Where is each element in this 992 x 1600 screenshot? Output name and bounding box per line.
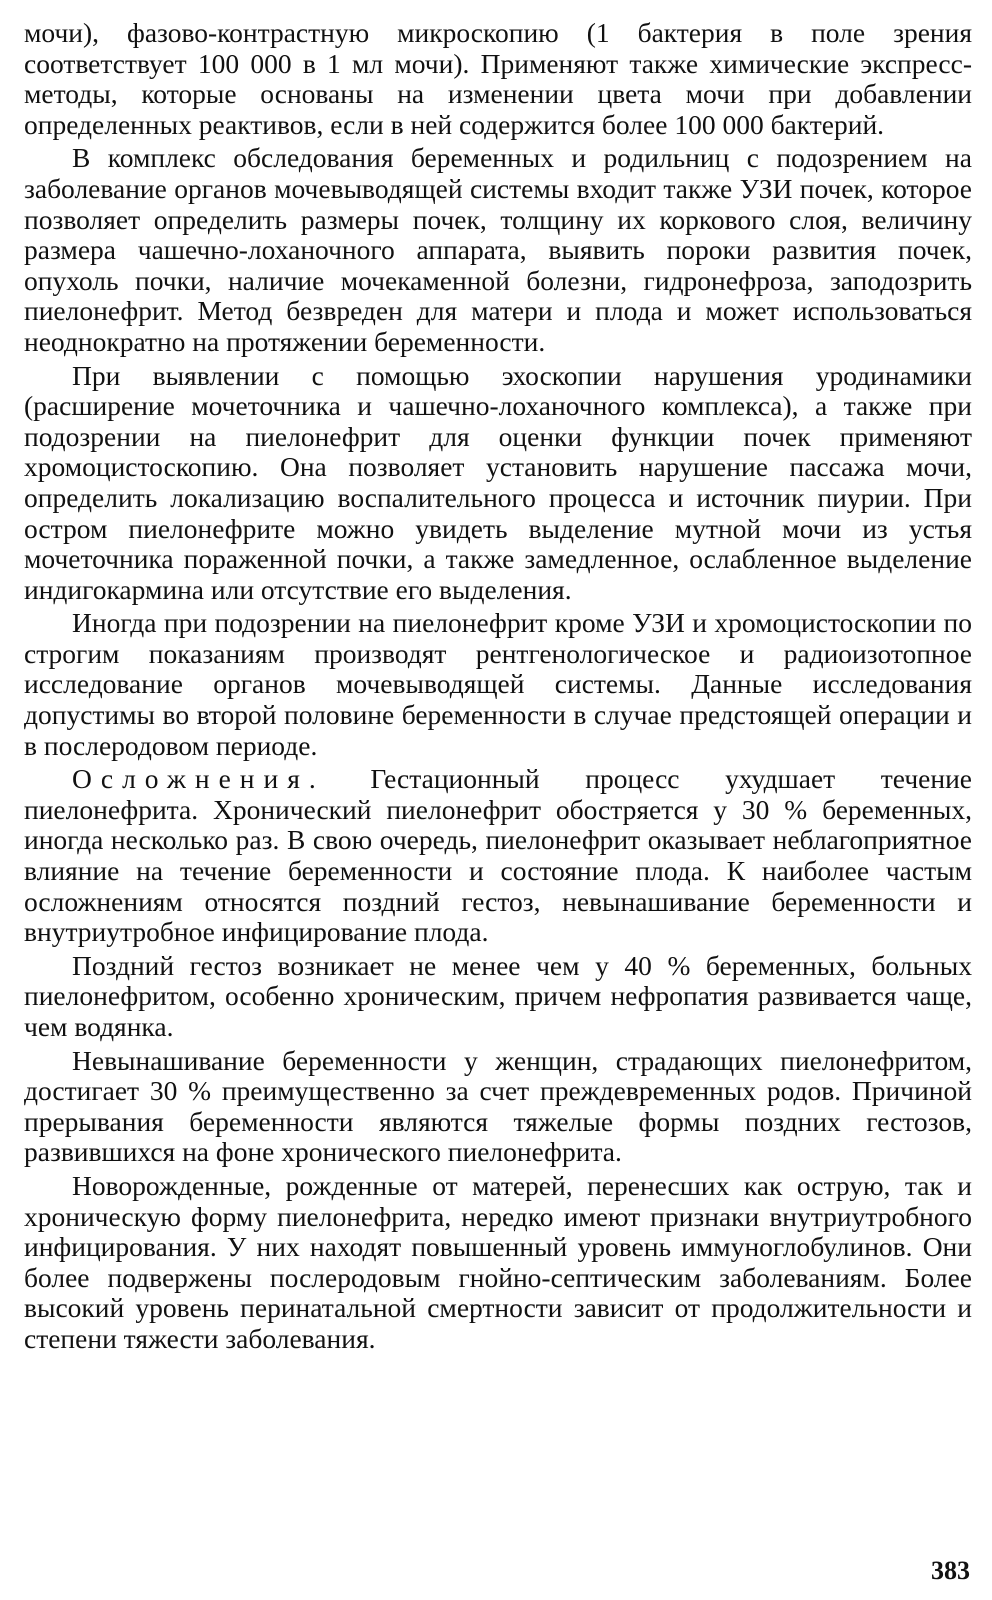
section-heading: Осложнения. [72, 763, 325, 795]
paragraph-2: В комплекс обследования беременных и родильниц с подозрением на заболевание органов мочевыводящей системы входит также УЗИ почек, которое позволяет определить размеры почек, толщину их коркового слоя, величину размера чашечно-лоханочного аппарата, выявить пороки развития почек, опухоль почки, наличие мочекаменной болезни, гидронефроза, заподозрить пиелонефрит. Метод безвреден для матери и плода и может использоваться неоднократно на протяжении беременности. [24, 142, 972, 357]
paragraph-1: мочи), фазово-контрастную микроскопию (1 бактерия в поле зрения соответствует 100 000 в 1 мл мочи). Применяют также химические экспресс-методы, которые основаны на изменении цвета мочи при добавлении определенных реактивов, если в ней содержится более 100 000 бактерий. [24, 17, 972, 140]
paragraph-5: Гестационный процесс ухудшает течение пиелонефрита. Хронический пиелонефрит обостряется у 30 % беременных, иногда несколько раз. В свою очередь, пиелонефрит оказывает неблагоприятное влияние на течение беременности и состояние плода. К наиболее частым осложнениям относятся поздний гестоз, невынашивание беременности и внутриутробное инфицирование плода. [24, 763, 972, 948]
paragraph-6: Поздний гестоз возникает не менее чем у 40 % беременных, больных пиелонефритом, особенно хроническим, причем нефропатия развивается чаще, чем водянка. [24, 949, 972, 1042]
paragraph-complications [24, 764, 972, 948]
paragraph-3: При выявлении с помощью эхоскопии нарушения уродинамики (расширение мочеточника и чашечно-лоханочного комплекса), а также при подозрении на пиелонефрит для оценки функции почек применяют хромоцистоскопию. Она позволяет установить нарушение пассажа мочи, определить локализацию воспалительного процесса и источник пиурии. При остром пиелонефрите можно увидеть выделение мутной мочи из устья мочеточника пораженной почки, а также замедленное, ослабленное выделение индигокармина или отсутствие его выделения. [24, 359, 972, 605]
page-number: 383 [931, 1556, 970, 1585]
paragraph-7: Невынашивание беременности у женщин, страдающих пиелонефритом, достигает 30 % преимущественно за счет преждевременных родов. Причиной прерывания беременности являются тяжелые формы поздних гестозов, развившихся на фоне хронического пиелонефрита. [24, 1044, 972, 1168]
paragraph-4: Иногда при подозрении на пиелонефрит кроме УЗИ и хромоцистоскопии по строгим показаниям производят рентгенологическое и радиоизотопное исследование органов мочевыводящей системы. Данные исследования допустимы во второй половине беременности в случае предстоящей операции и в послеродовом периоде. [24, 607, 972, 761]
book-page [24, 18, 972, 1588]
paragraph-8: Новорожденные, рожденные от матерей, перенесших как острую, так и хроническую форму пиелонефрита, нередко имеют признаки внутриутробного инфицирования. У них находят повышенный уровень иммуноглобулинов. Они более подвержены послеродовым гнойно-септическим заболеваниям. Более высокий уровень перинатальной смертности зависит от продолжительности и степени тяжести заболевания. [24, 1169, 972, 1354]
